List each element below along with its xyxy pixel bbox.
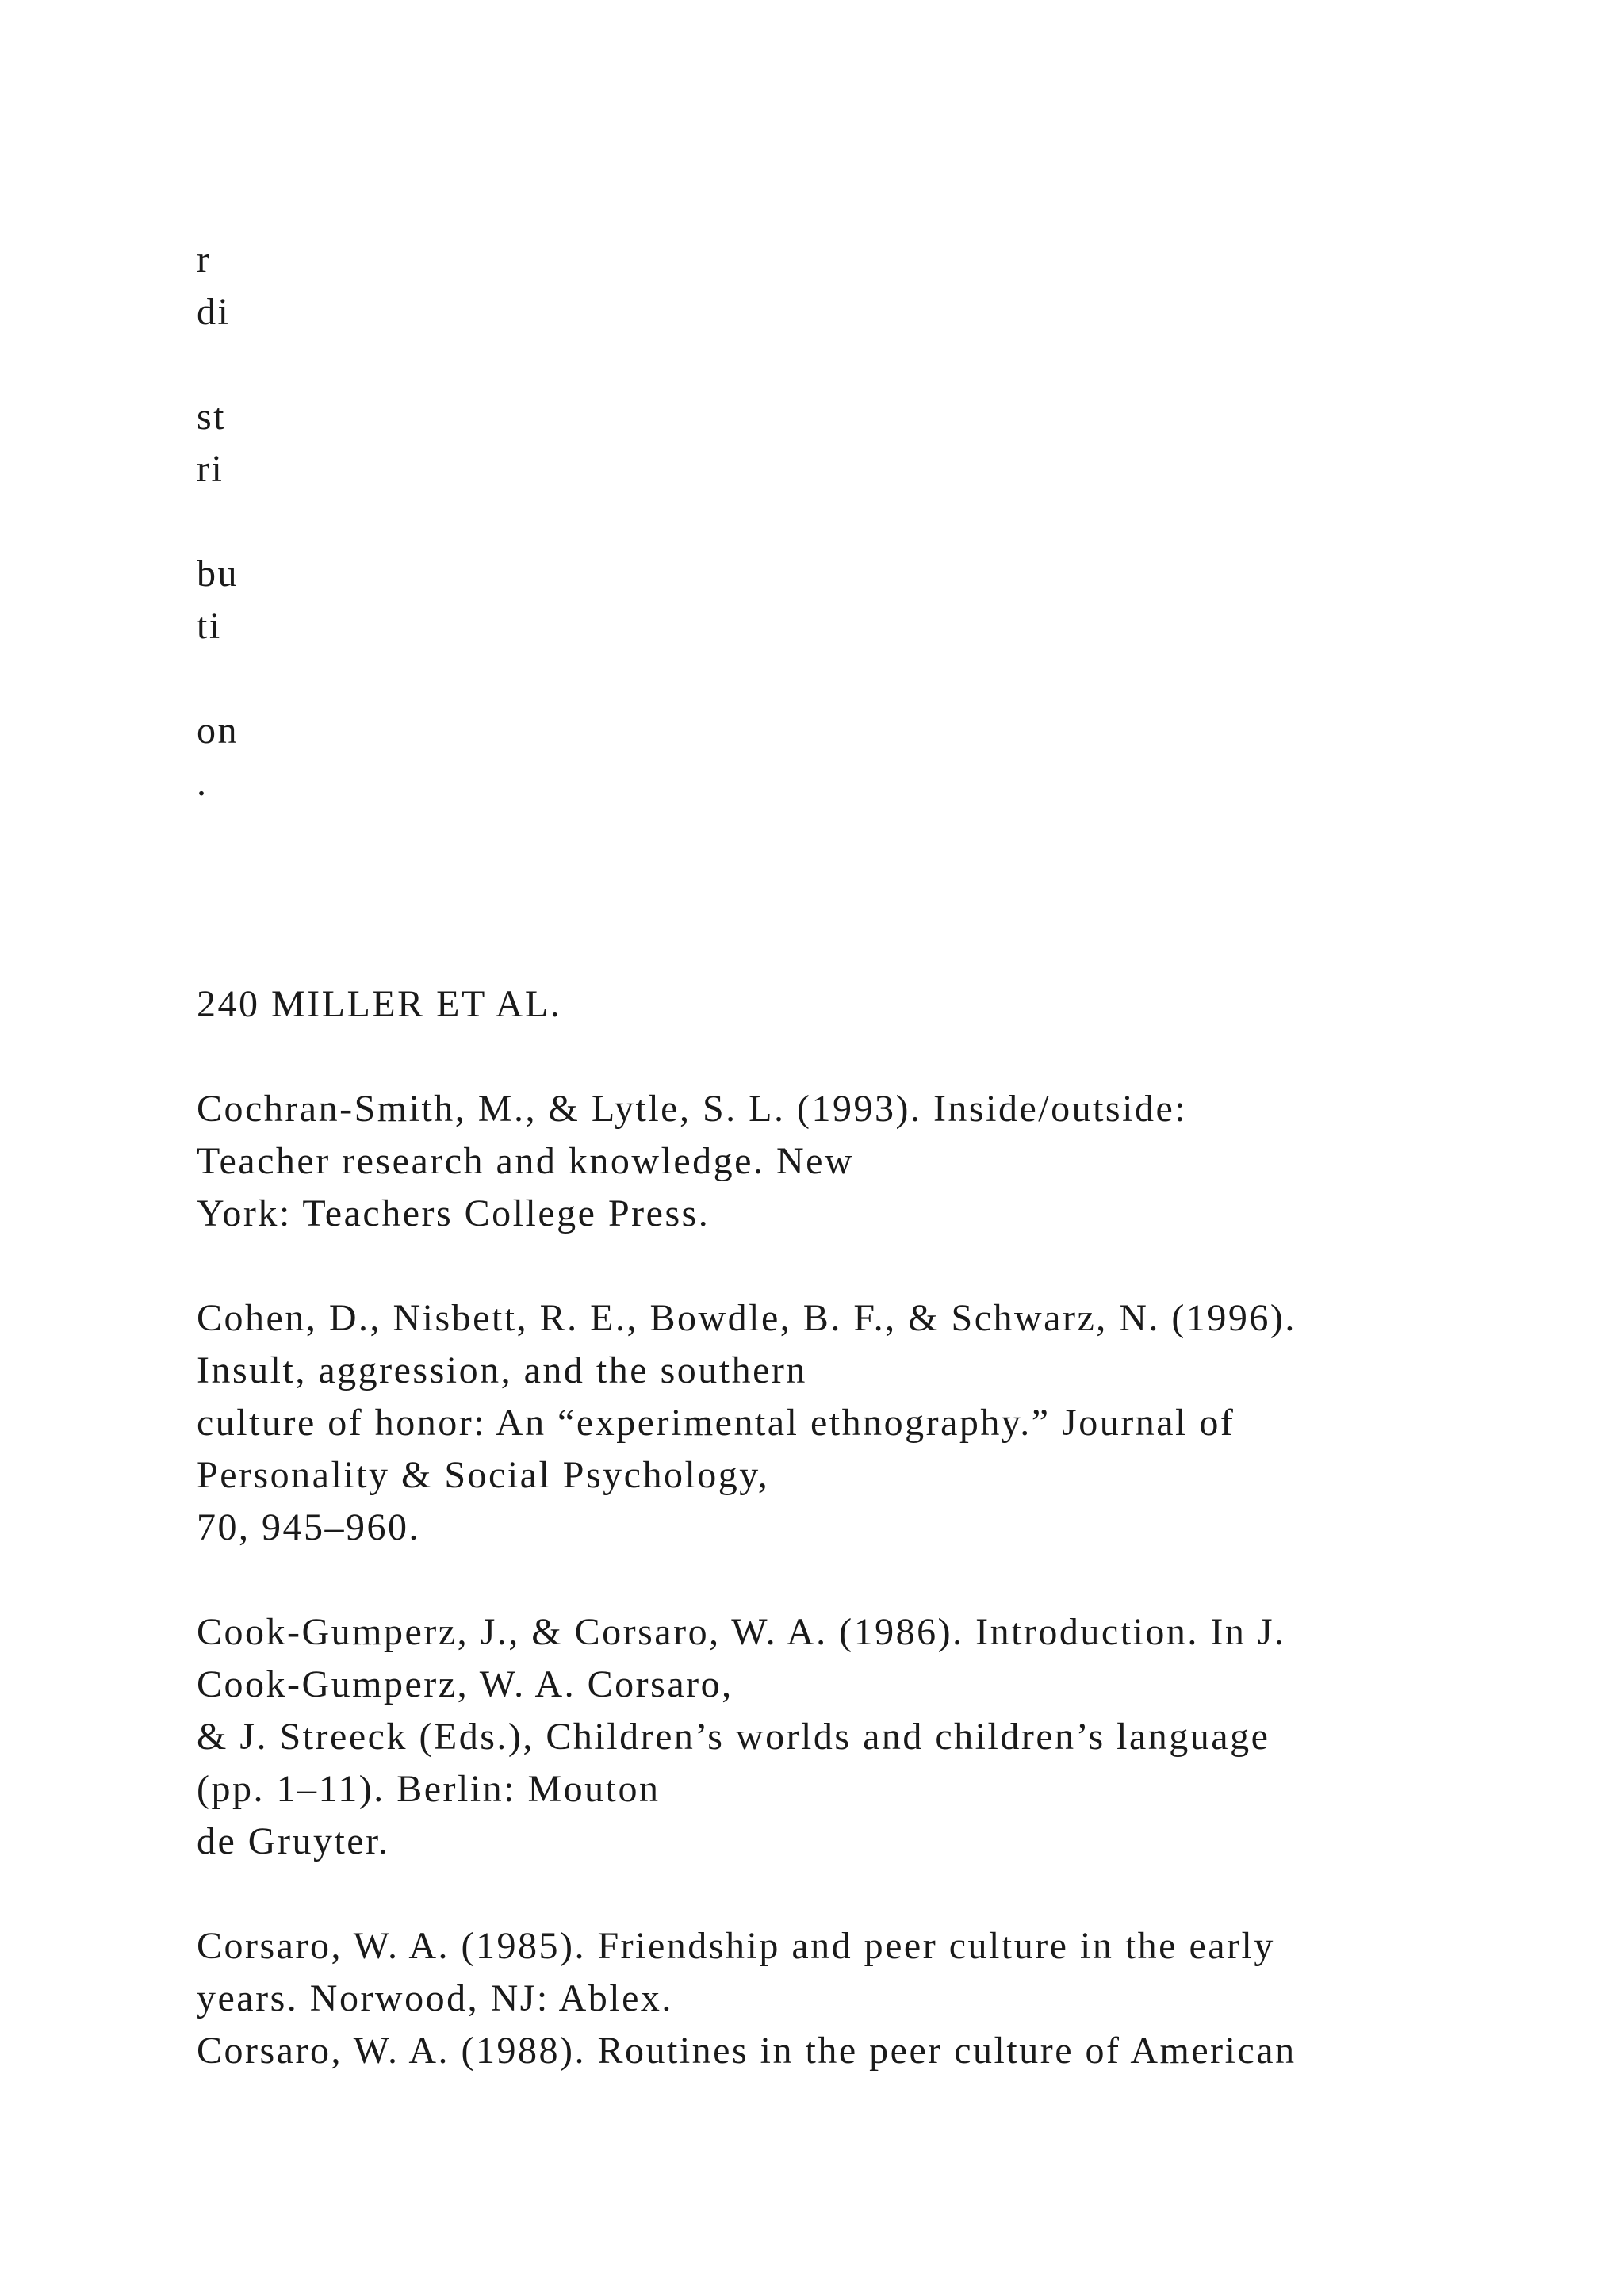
reference-line: & J. Streeck (Eds.), Children’s worlds and children’s language: [197, 1716, 1270, 1758]
reference-line: years. Norwood, NJ: Ablex.: [197, 1977, 673, 2019]
fragment-line: on: [197, 710, 239, 752]
fragment-line: di: [197, 291, 231, 333]
reference-line: Cook-Gumperz, W. A. Corsaro,: [197, 1663, 733, 1705]
fragment-line: r: [197, 239, 212, 281]
reference-line: York: Teachers College Press.: [197, 1192, 710, 1234]
fragment-line: ti: [197, 605, 222, 647]
reference-line: Cochran-Smith, M., & Lytle, S. L. (1993). Inside/outside:: [197, 1088, 1188, 1130]
reference-entry: [197, 1606, 1561, 1868]
reference-line: de Gruyter.: [197, 1820, 390, 1862]
fragment-line: bu: [197, 553, 239, 595]
reference-line: Personality & Social Psychology,: [197, 1454, 770, 1496]
reference-line: Cohen, D., Nisbett, R. E., Bowdle, B. F., & Schwarz, N. (1996).: [197, 1297, 1297, 1339]
reference-line: culture of honor: An “experimental ethnography.” Journal of: [197, 1402, 1235, 1444]
reference-line: Insult, aggression, and the southern: [197, 1349, 807, 1391]
fragment-line: ri: [197, 448, 224, 490]
reference-line: Teacher research and knowledge. New: [197, 1140, 855, 1182]
fragment-line: [197, 496, 1561, 548]
fragment-line: [197, 339, 1561, 391]
running-header: [197, 978, 1561, 1031]
reference-entry: [197, 1920, 1561, 2077]
reference-entry: [197, 1292, 1561, 1554]
reference-entry: [197, 1083, 1561, 1240]
running-header-text: 240 MILLER ET AL.: [197, 983, 562, 1025]
reference-line: Corsaro, W. A. (1988). Routines in the peer culture of American: [197, 2030, 1297, 2072]
reference-line: Cook-Gumperz, J., & Corsaro, W. A. (1986). Introduction. In J.: [197, 1611, 1286, 1653]
fragmented-text: [197, 234, 1561, 809]
reference-line: Corsaro, W. A. (1985). Friendship and peer culture in the early: [197, 1925, 1275, 1967]
reference-line: (pp. 1–11). Berlin: Mouton: [197, 1768, 661, 1810]
fragment-line: .: [197, 762, 209, 804]
fragment-line: [197, 652, 1561, 705]
fragment-line: st: [197, 396, 227, 438]
reference-line: 70, 945–960.: [197, 1506, 420, 1548]
